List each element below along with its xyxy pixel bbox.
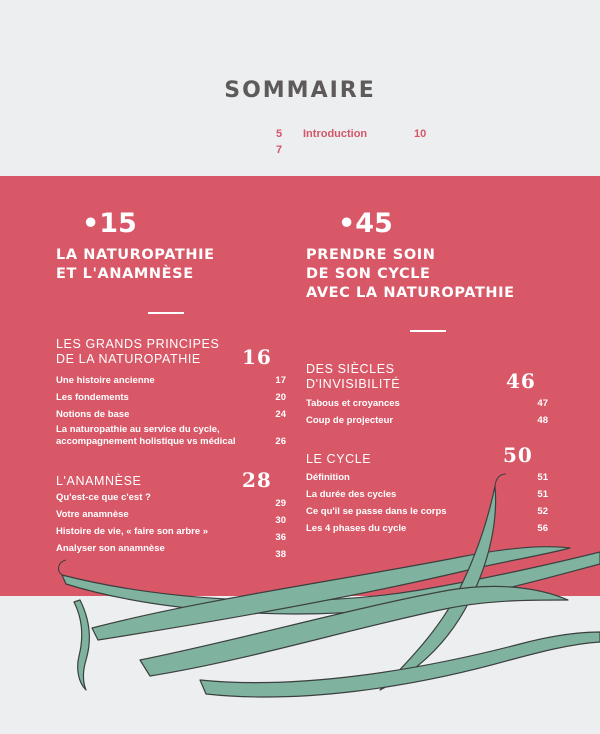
entry-page: 56 <box>537 523 548 534</box>
section-page: 28 <box>242 468 272 492</box>
entry-page: 36 <box>275 532 286 543</box>
part-title-line: LA NATUROPATHIE <box>56 247 215 263</box>
entry-title: Analyser son anamnèse <box>56 543 165 554</box>
entry-page: 51 <box>537 489 548 500</box>
entry-page: 48 <box>537 415 548 426</box>
page-title: SOMMAIRE <box>224 78 376 103</box>
entry-title: Les 4 phases du cycle <box>306 523 407 534</box>
entry-page: 20 <box>275 392 286 403</box>
section-title-line: DE LA NATUROPATHIE <box>56 352 201 366</box>
part-number: •45 <box>338 208 393 239</box>
entry-title: Notions de base <box>56 409 130 420</box>
entry-page: 26 <box>275 436 286 447</box>
section-page: 16 <box>242 345 272 369</box>
part-title-line: DE SON CYCLE <box>306 266 431 282</box>
entry-title: La naturopathie au service du cycle, <box>56 424 220 435</box>
entry-title: Histoire de vie, « faire son arbre » <box>56 526 209 537</box>
front-item-page: 7 <box>276 144 283 156</box>
section-title-line: L'ANAMNÈSE <box>56 474 142 488</box>
front-item-label: Introduction <box>303 128 368 140</box>
section-title-line: LES GRANDS PRINCIPES <box>56 337 220 351</box>
section-title-line: LE CYCLE <box>306 452 372 466</box>
entry-title: Votre anamnèse <box>56 509 129 520</box>
part-title-line: ET L'ANAMNÈSE <box>56 266 194 282</box>
entry-page: 24 <box>275 409 286 420</box>
section-title-line: DES SIÈCLES <box>306 362 395 376</box>
entry-title: Ce qu'il se passe dans le corps <box>306 506 447 517</box>
entry-title: Qu'est-ce que c'est ? <box>56 492 151 503</box>
entry-title: Tabous et croyances <box>306 398 400 409</box>
part-title-line: PRENDRE SOIN <box>306 247 436 263</box>
bean-stem <box>59 560 66 575</box>
section-page: 50 <box>503 443 533 467</box>
section-page: 46 <box>506 369 536 393</box>
entry-page: 17 <box>275 375 286 386</box>
entry-page: 47 <box>537 398 548 409</box>
bean-stem <box>495 474 506 486</box>
section-title-line: D'INVISIBILITÉ <box>306 377 401 391</box>
bean-shape <box>74 600 89 690</box>
entry-page: 52 <box>537 506 548 517</box>
entry-page: 30 <box>275 515 286 526</box>
front-item-page: 5 <box>276 128 283 140</box>
entry-page: 38 <box>275 549 286 560</box>
entry-page: 51 <box>537 472 548 483</box>
entry-title: Les fondements <box>56 392 129 403</box>
entry-title: La durée des cycles <box>306 489 397 500</box>
part-title-line: AVEC LA NATUROPATHIE <box>306 285 515 301</box>
entry-page: 29 <box>275 498 286 509</box>
part-number: •15 <box>82 208 137 239</box>
entry-title: Coup de projecteur <box>306 415 394 426</box>
entry-title: Définition <box>306 472 350 483</box>
front-item-page: 10 <box>414 128 427 140</box>
entry-title: Une histoire ancienne <box>56 375 155 386</box>
entry-title-cont: accompagnement holistique vs médical <box>56 436 236 447</box>
